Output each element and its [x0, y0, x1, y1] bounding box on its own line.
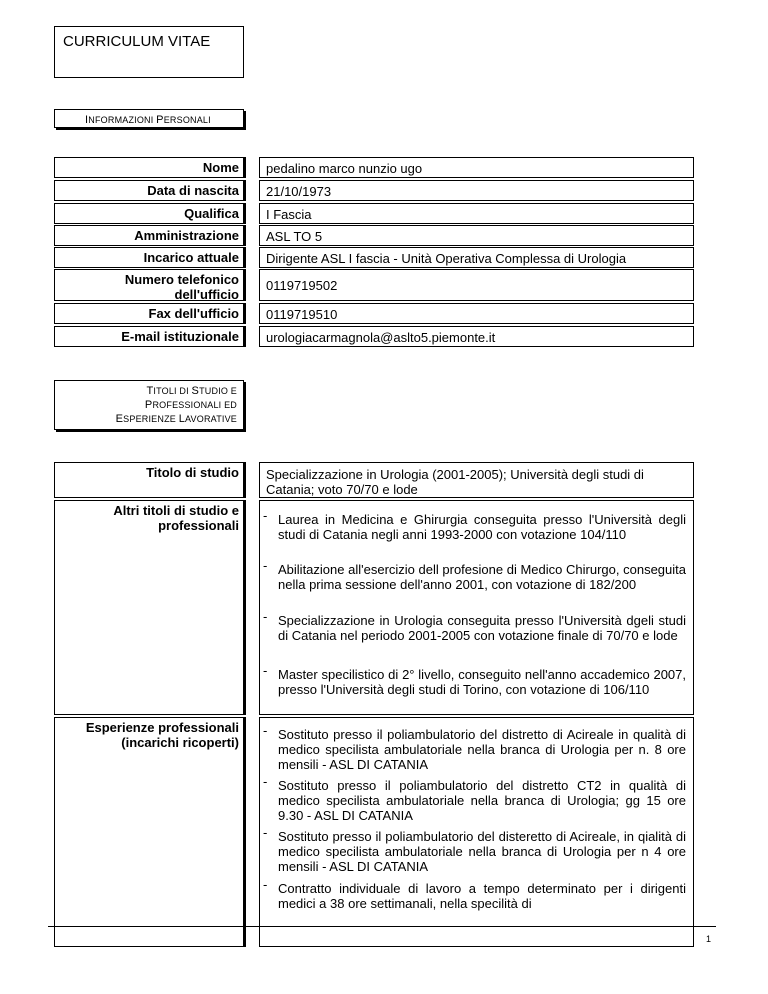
page-number: 1: [706, 934, 712, 944]
list-item: Master specilistico di 2° livello, conseguito nell'anno accademico 2007, presso l'Università degli studi di Torino, con votazione di 106/110: [278, 667, 686, 697]
list-item: Sostituto presso il poliambulatorio del disteretto di Acireale, in qialità di medico specilista ambulatoriale nella branca di Urologia per n 4 ore mensili - ASL DI CATANIA: [278, 829, 686, 874]
list-item: Sostituto presso il poliambulatorio del distretto CT2 in qualità di medico specilista ambulatoriale nella branca di Urologia; gg 15 ore 9.30 - ASL DI CATANIA: [278, 778, 686, 823]
bullet: -: [263, 825, 268, 840]
value-incarico: Dirigente ASL I fascia - Unità Operativa Complessa di Urologia: [259, 247, 694, 268]
section-header-studies: TITOLI DI STUDIO E PROFESSIONALI ED ESPERIENZE LAVORATIVE: [54, 380, 244, 430]
bullet: -: [263, 663, 268, 678]
value-titolo-studio: Specializzazione in Urologia (2001-2005); Università degli studi di Catania; voto 70/70 e lode: [259, 462, 694, 498]
value-fax: 0119719510: [259, 303, 694, 324]
label-telefono: Numero telefonico dell'ufficio: [54, 269, 246, 301]
bullet: -: [263, 774, 268, 789]
label-qualifica: Qualifica: [54, 203, 246, 224]
value-nome: pedalino marco nunzio ugo: [259, 157, 694, 178]
label-incarico: Incarico attuale: [54, 247, 246, 268]
value-qualifica: I Fascia: [259, 203, 694, 224]
bullet: -: [263, 723, 268, 738]
value-email: urologiacarmagnola@aslto5.piemonte.it: [259, 326, 694, 347]
footer-rule: [48, 926, 716, 927]
label-data-nascita: Data di nascita: [54, 180, 246, 201]
value-amministrazione: ASL TO 5: [259, 225, 694, 246]
value-data-nascita: 21/10/1973: [259, 180, 694, 201]
label-fax: Fax dell'ufficio: [54, 303, 246, 324]
label-titolo-studio: Titolo di studio: [54, 462, 246, 498]
bullet: -: [263, 508, 268, 523]
label-esperienze: Esperienze professionali (incarichi ricoperti): [54, 717, 246, 947]
label-amministrazione: Amministrazione: [54, 225, 246, 246]
list-item: Sostituto presso il poliambulatorio del distretto di Acireale in qualità di medico specilista ambulatoriale nella branca di Urologia per n. 8 ore mensili - ASL DI CATANIA: [278, 727, 686, 772]
section-header-personal: INFORMAZIONI PERSONALI: [54, 109, 244, 128]
cv-title: CURRICULUM VITAE: [63, 33, 211, 50]
list-item: Specializzazione in Urologia conseguita presso l'Università dgeli studi di Catania nel periodo 2001-2005 con votazione finale di 70/70 e lode: [278, 613, 686, 643]
list-item: Abilitazione all'esercizio dell profesione di Medico Chirurgo, conseguita nella prima sessione dell'anno 2001, con votazione di 182/200: [278, 562, 686, 592]
bullet: -: [263, 558, 268, 573]
list-item: Contratto individuale di lavoro a tempo determinato per i dirigenti medici a 38 ore settimanali, nella specilità di: [278, 881, 686, 911]
label-altri-titoli: Altri titoli di studio e professionali: [54, 500, 246, 715]
label-nome: Nome: [54, 157, 246, 178]
label-email: E-mail istituzionale: [54, 326, 246, 347]
bullet: -: [263, 877, 268, 892]
bullet: -: [263, 609, 268, 624]
list-item: Laurea in Medicina e Ghirurgia conseguita presso l'Università degli studi di Catania negli anni 1993-2000 con votazione 104/110: [278, 512, 686, 542]
value-telefono: 0119719502: [259, 269, 694, 301]
cv-title-box: [54, 26, 244, 78]
